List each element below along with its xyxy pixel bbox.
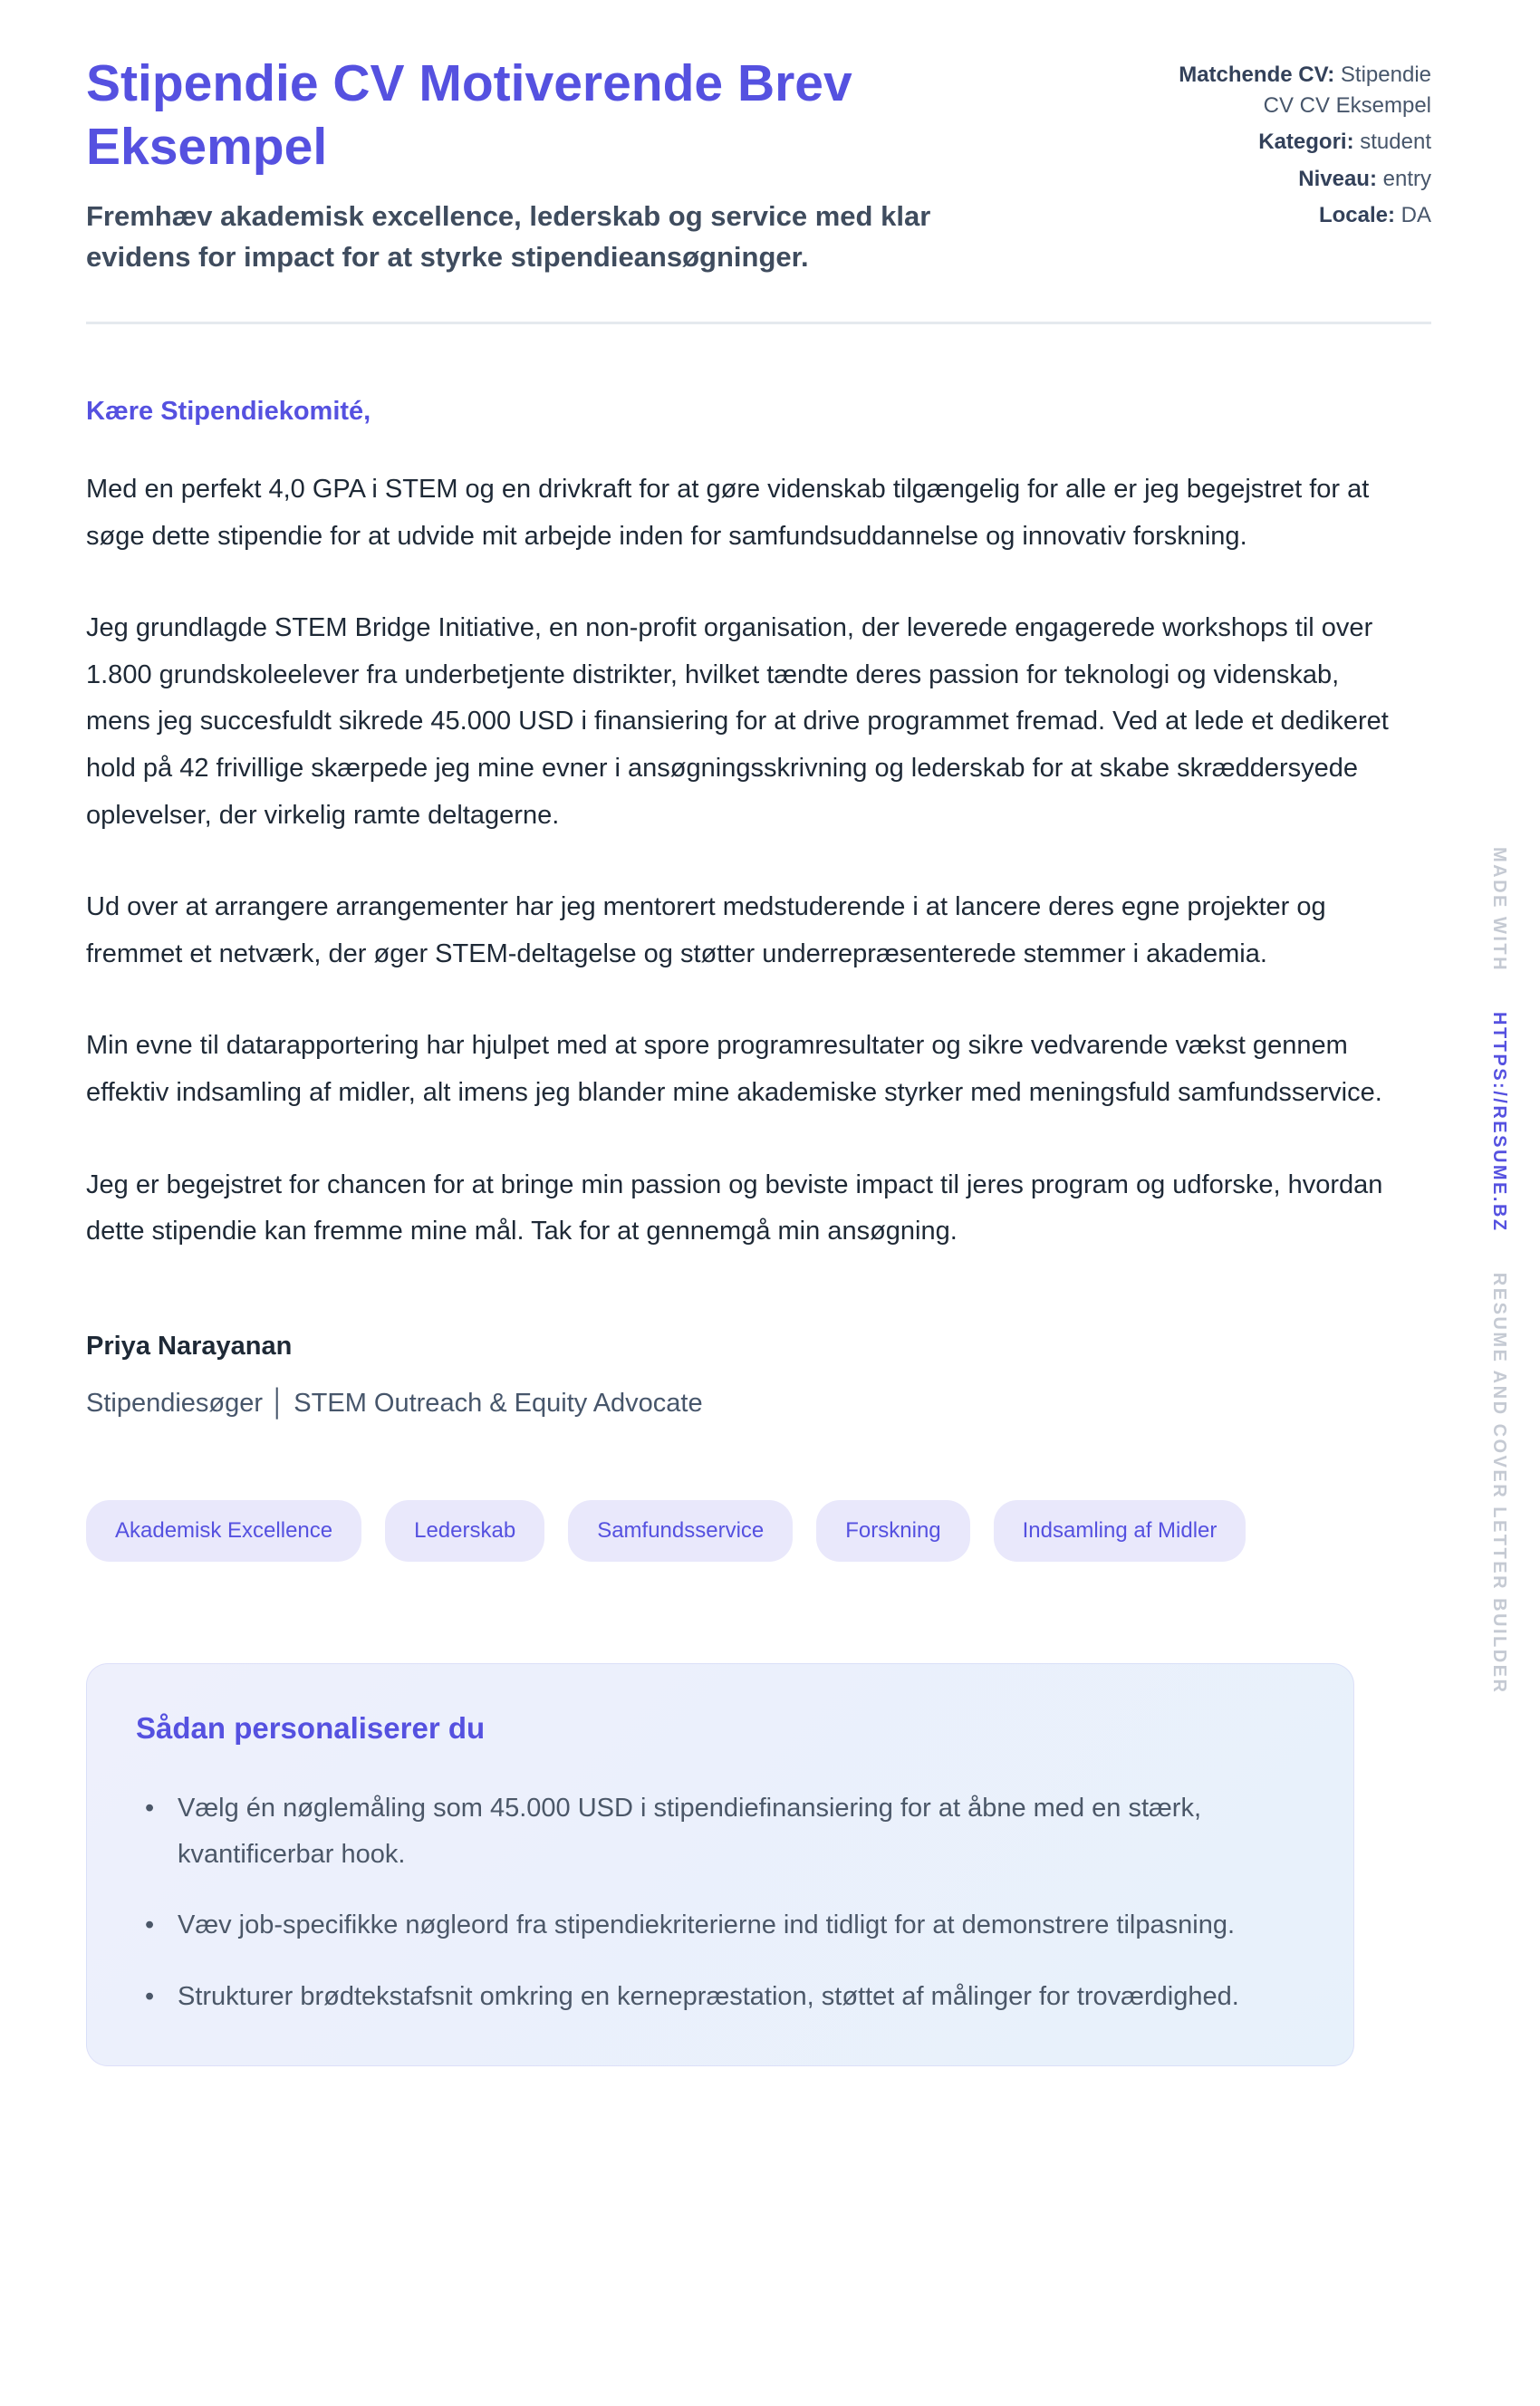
header-title-block <box>86 53 1019 278</box>
tip-item: • Vælg én nøglemåling som 45.000 USD i stipendiefinansiering for at åbne med en stærk, kvantificerbar hook. <box>136 1785 1295 1878</box>
letter-paragraph: Min evne til datarapportering har hjulpet med at spore programresultater og sikre vedvarende vækst gennem effektiv indsamling af midler, alt imens jeg blander mine akademiske styrker med meningsfuld samfundsservice. <box>86 1031 1382 1108</box>
meta-category-value: student <box>1360 130 1431 155</box>
letter-paragraph: Jeg er begejstret for chancen for at bringe min passion og beviste impact til jeres program og udforske, hvordan dette stipendie kan fremme mine mål. Tak for at gennemgå min ansøgning. <box>86 1169 1383 1246</box>
meta-locale <box>1150 200 1431 231</box>
meta-matching-cv-label: Matchende CV: <box>1179 63 1335 87</box>
letter-greeting: Kære Stipendiekomité, <box>86 396 371 426</box>
site-watermark <box>1488 847 1509 1694</box>
page-title: Stipendie CV Motiverende Brev Eksempel <box>86 54 852 176</box>
meta-level <box>1150 164 1431 195</box>
keyword-tag: Akademisk Excellence <box>86 1500 361 1562</box>
keyword-tag-list <box>86 1500 1431 1562</box>
watermark-made-with: MADE WITH <box>1489 847 1509 973</box>
keyword-tag: Forskning <box>816 1500 969 1562</box>
keyword-tag: Samfundsservice <box>568 1500 793 1562</box>
tips-list <box>136 1785 1304 2020</box>
header-divider <box>86 322 1431 324</box>
page-subtitle: Fremhæv akademisk excellence, lederskab og service med klar evidens for impact for at styrke stipendieansøgninger. <box>86 200 931 273</box>
keyword-tag: Indsamling af Midler <box>994 1500 1246 1562</box>
cover-letter-body <box>86 397 1431 1419</box>
watermark-tagline: RESUME AND COVER LETTER BUILDER <box>1489 1272 1509 1695</box>
letter-paragraph: Ud over at arrangere arrangementer har jeg mentorert medstuderende i at lancere deres egne projekter og fremmet et netværk, der øger STEM-deltagelse og støtter underrepræsenterede stemmer i akademia. <box>86 892 1326 968</box>
meta-panel <box>1150 60 1431 237</box>
letter-paragraphs <box>86 467 1431 1256</box>
meta-locale-label: Locale: <box>1318 203 1395 228</box>
tip-item: • Strukturer brødtekstafsnit omkring en kernepræstation, støttet af målinger for troværdighed. <box>136 1974 1295 2020</box>
meta-category-label: Kategori: <box>1258 130 1354 155</box>
meta-matching-cv-value: Stipendie CV CV Eksempel <box>1263 63 1431 118</box>
letter-paragraph: Med en perfekt 4,0 GPA i STEM og en drivkraft for at gøre videnskab tilgængelig for alle er jeg begejstret for at søge dette stipendie for at udvide mit arbejde inden for samfundsuddannelse og innovativ forskning. <box>86 474 1370 551</box>
personalization-tips-box <box>86 1663 1354 2066</box>
signature-block <box>86 1332 1431 1419</box>
meta-level-value: entry <box>1382 166 1431 191</box>
watermark-site-link[interactable]: HTTPS://RESUME.BZ <box>1489 1012 1509 1233</box>
meta-level-label: Niveau: <box>1298 166 1377 191</box>
letter-paragraph: Jeg grundlagde STEM Bridge Initiative, en non-profit organisation, der leverede engagerede workshops til over 1.800 grundskoleelever fra underbetjente distrikter, hvilket tændte deres passion for teknologi og videnskab, mens jeg succesfuldt sikrede 45.000 USD i finansiering for at drive programmet fremad. Ved at lede et dedikeret hold på 42 frivillige skærpede jeg mine evner i ansøgningsskrivning og lederskab for at skabe skræddersyede oplevelser, der virkelig ramte deltagerne. <box>86 613 1389 830</box>
tips-heading: Sådan personaliserer du <box>136 1710 486 1745</box>
meta-category <box>1150 127 1431 158</box>
tip-item: • Væv job-specifikke nøgleord fra stipendiekriterierne ind tidligt for at demonstrere tilpasning. <box>136 1902 1295 1949</box>
keyword-tag: Lederskab <box>385 1500 544 1562</box>
page-header <box>86 53 1431 278</box>
meta-locale-value: DA <box>1400 203 1431 228</box>
signature-name: Priya Narayanan <box>86 1331 293 1361</box>
meta-matching-cv <box>1150 60 1431 120</box>
signature-role: Stipendiesøger │ STEM Outreach & Equity Advocate <box>86 1388 703 1418</box>
